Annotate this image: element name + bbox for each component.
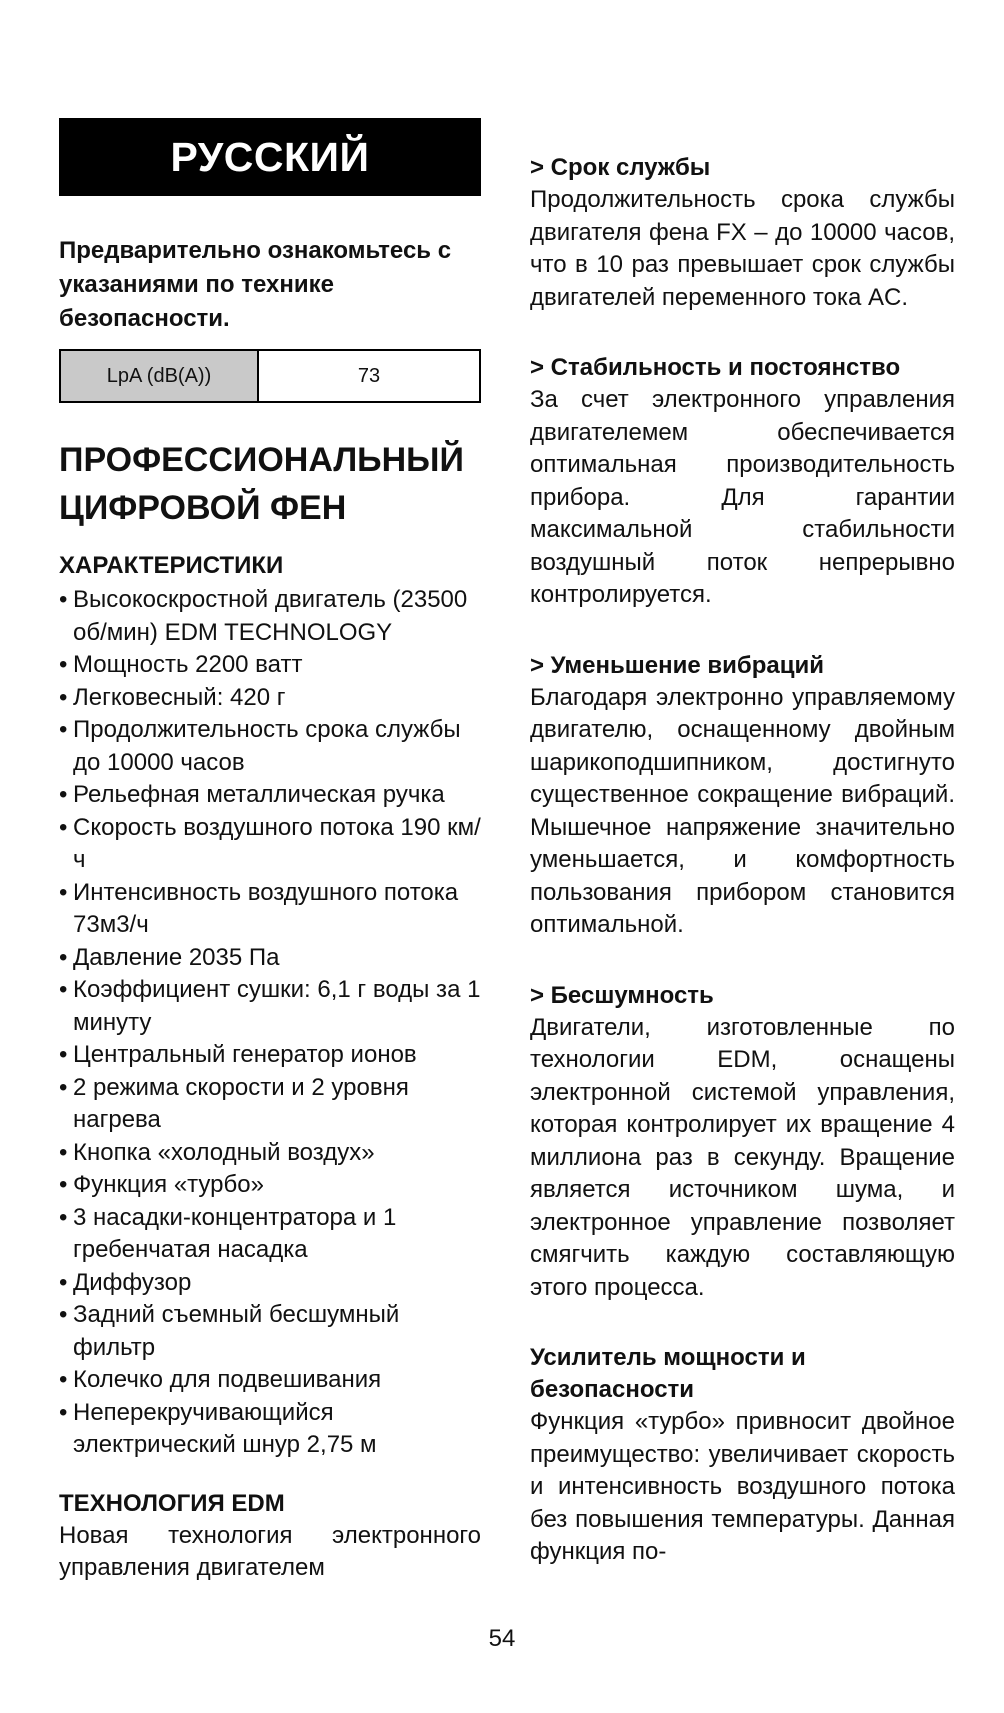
list-item: • Коэффициент сушки: 6,1 г воды за 1 минуту <box>59 974 481 1039</box>
noise-label-cell: LpA (dB(A)) <box>60 350 258 402</box>
title-line-1: ПРОФЕССИОНАЛЬНЫЙ <box>59 441 464 479</box>
section-power-booster <box>530 1342 955 1569</box>
section-stability <box>530 352 955 612</box>
section-text: Продолжительность срока службы двигателя фена FX – до 10000 часов, что в 10 раз превышает срок службы двигателей переменного тока AC. <box>530 186 955 311</box>
list-item: • Давление 2035 Па <box>59 942 481 975</box>
right-column <box>530 152 955 1569</box>
list-item: • Диффузор <box>59 1267 481 1300</box>
section-text: За счет электронного управления двигателемем обеспечивается оптимальная производительность прибора. Для гарантии максимальной стабильности воздушный поток непрерывно контролируется. <box>530 386 955 608</box>
list-item: • Скорость воздушного потока 190 км/ч <box>59 812 481 877</box>
list-item: • Рельефная металлическая ручка <box>59 779 481 812</box>
list-item: • Колечко для подвешивания <box>59 1364 481 1397</box>
list-item: • Легковесный: 420 г <box>59 682 481 715</box>
edm-heading: ТЕХНОЛОГИЯ EDM <box>59 1489 285 1517</box>
table-row <box>60 350 480 402</box>
list-item: • Неперекручивающийся электрический шнур 2,75 м <box>59 1397 481 1462</box>
list-item: • 2 режима скорости и 2 уровня нагрева <box>59 1072 481 1137</box>
section-heading: Усилитель мощности и безопасности <box>530 1344 806 1403</box>
list-item: • Интенсивность воздушного потока 73м3/ч <box>59 877 481 942</box>
specs-list <box>59 584 481 1462</box>
section-heading: > Срок службы <box>530 154 711 181</box>
section-lifetime <box>530 152 955 314</box>
list-item: • Функция «турбо» <box>59 1169 481 1202</box>
section-noiseless <box>530 980 955 1305</box>
section-text: Функция «турбо» привносит двойное преимущество: увеличивает скорость и интенсивность воздушного потока без повышения температуры. Данная функция по- <box>530 1408 955 1565</box>
safety-note: Предварительно ознакомьтесь с указаниями по технике безопасности. <box>59 237 452 332</box>
left-column <box>59 118 481 1585</box>
section-text: Благодаря электронно управляемому двигателю, оснащенному двойным шарикоподшипником, достигнуто существенное сокращение вибраций. Мышечное напряжение значительно уменьшается, и комфортность пользования прибором становится оптимальной. <box>530 683 955 938</box>
list-item: • Высокоскростной двигатель (23500 об/мин) EDM TECHNOLOGY <box>59 584 481 649</box>
page-title <box>59 436 481 532</box>
title-line-2: ЦИФРОВОЙ ФЕН <box>59 489 347 527</box>
section-heading: > Бесшумность <box>530 981 714 1009</box>
list-item: • Кнопка «холодный воздух» <box>59 1137 481 1170</box>
section-heading: > Стабильность и постоянство <box>530 354 901 381</box>
specs-heading: ХАРАКТЕРИСТИКИ <box>59 552 284 579</box>
noise-value-cell: 73 <box>258 350 480 402</box>
page-number: 54 <box>488 1625 516 1652</box>
edm-text: Новая технология электронного управления двигателем <box>59 1521 481 1581</box>
section-text: Двигатели, изготовленные по технологии EDM, оснащены электронной системой управления, которая контролирует их вращение 4 миллиона раз в секунду. Вращение является источником шума, и электронное управление позволяет смягчить каждую составляющую этого процесса. <box>530 1013 955 1301</box>
section-heading: > Уменьшение вибраций <box>530 651 824 679</box>
list-item: • 3 насадки-концентратора и 1 гребенчатая насадка <box>59 1202 481 1267</box>
list-item: • Центральный генератор ионов <box>59 1039 481 1072</box>
language-banner: РУССКИЙ <box>59 118 481 196</box>
section-vibration <box>530 650 955 942</box>
noise-level-table <box>59 349 481 403</box>
list-item: • Мощность 2200 ватт <box>59 649 481 682</box>
list-item: • Продолжительность срока службы до 10000 часов <box>59 714 481 779</box>
list-item: • Задний съемный бесшумный фильтр <box>59 1299 481 1364</box>
